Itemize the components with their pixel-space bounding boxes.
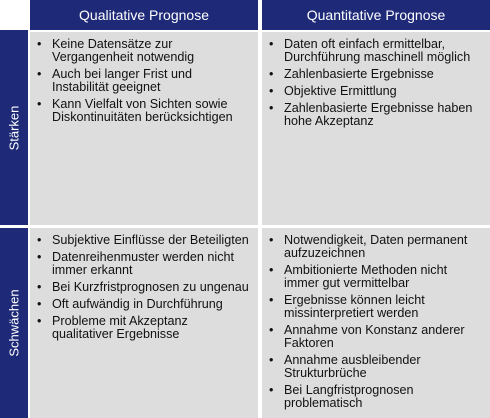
bullet-item <box>36 38 252 64</box>
bullet-item <box>36 315 252 341</box>
bullet-icon: • <box>269 263 274 277</box>
bullet-text: Notwendigkeit, Daten permanent aufzuzeichnen <box>284 233 468 260</box>
bullet-icon: • <box>269 67 274 81</box>
bullet-icon: • <box>37 250 42 264</box>
row-header-label: Stärken <box>6 105 22 150</box>
bullet-item <box>36 281 252 294</box>
column-header-qualitative <box>30 0 258 30</box>
bullet-icon: • <box>37 297 42 311</box>
cell-strengths-qualitative <box>30 32 258 225</box>
bullet-icon: • <box>269 323 274 337</box>
bullet-list <box>36 234 252 341</box>
bullet-item <box>268 324 484 350</box>
bullet-item <box>268 294 484 320</box>
bullet-item <box>268 354 484 380</box>
bullet-text: Objektive Ermittlung <box>284 84 397 98</box>
bullet-item <box>268 85 484 98</box>
row-header-strengths <box>0 30 28 225</box>
bullet-text: Annahme von Konstanz anderer Faktoren <box>284 323 465 350</box>
bullet-list <box>268 234 484 410</box>
bullet-item <box>36 298 252 311</box>
row-header-weaknesses <box>0 228 28 418</box>
bullet-text: Auch bei langer Frist und Instabilität geeignet <box>52 67 193 94</box>
bullet-icon: • <box>269 383 274 397</box>
bullet-item <box>36 251 252 277</box>
bullet-item <box>268 234 484 260</box>
bullet-icon: • <box>37 314 42 328</box>
bullet-icon: • <box>269 353 274 367</box>
bullet-list <box>268 38 484 128</box>
bullet-text: Bei Kurzfristprognosen zu ungenau <box>52 280 249 294</box>
row-header-label: Schwächen <box>6 289 22 357</box>
bullet-icon: • <box>37 233 42 247</box>
bullet-icon: • <box>269 293 274 307</box>
bullet-text: Ergebnisse können leicht missinterpretiert werden <box>284 293 425 320</box>
bullet-text: Probleme mit Akzeptanz qualitativer Ergebnisse <box>52 314 188 341</box>
bullet-icon: • <box>37 37 42 51</box>
cell-strengths-quantitative <box>262 32 490 225</box>
bullet-text: Oft aufwändig in Durchführung <box>52 297 223 311</box>
bullet-text: Datenreihenmuster werden nicht immer erkannt <box>52 250 235 277</box>
column-header-label: Qualitative Prognose <box>79 7 209 23</box>
bullet-text: Zahlenbasierte Ergebnisse haben hohe Akzeptanz <box>284 101 473 128</box>
bullet-item <box>36 68 252 94</box>
bullet-text: Zahlenbasierte Ergebnisse <box>284 67 434 81</box>
bullet-icon: • <box>269 233 274 247</box>
bullet-item <box>268 102 484 128</box>
bullet-item <box>268 38 484 64</box>
bullet-text: Bei Langfristprognosen problematisch <box>284 383 414 410</box>
bullet-list <box>36 38 252 124</box>
bullet-text: Daten oft einfach ermittelbar, Durchführung maschinell möglich <box>284 37 471 64</box>
bullet-item <box>36 234 252 247</box>
bullet-text: Ambitionierte Methoden nicht immer gut vermittelbar <box>284 263 448 290</box>
bullet-item <box>268 68 484 81</box>
cell-weaknesses-qualitative <box>30 228 258 418</box>
bullet-icon: • <box>269 101 274 115</box>
bullet-item <box>36 98 252 124</box>
bullet-text: Annahme ausbleibender Strukturbrüche <box>284 353 421 380</box>
bullet-icon: • <box>37 280 42 294</box>
column-header-quantitative <box>262 0 490 30</box>
bullet-icon: • <box>269 37 274 51</box>
cell-weaknesses-quantitative <box>262 228 490 418</box>
bullet-text: Keine Datensätze zur Vergangenheit notwendig <box>52 37 195 64</box>
bullet-item <box>268 384 484 410</box>
bullet-item <box>268 264 484 290</box>
column-header-label: Quantitative Prognose <box>306 7 446 23</box>
bullet-icon: • <box>37 67 42 81</box>
bullet-icon: • <box>37 97 42 111</box>
bullet-text: Kann Vielfalt von Sichten sowie Diskontinuitäten berücksichtigen <box>52 97 233 124</box>
bullet-text: Subjektive Einflüsse der Beteiligten <box>52 233 249 247</box>
bullet-icon: • <box>269 84 274 98</box>
